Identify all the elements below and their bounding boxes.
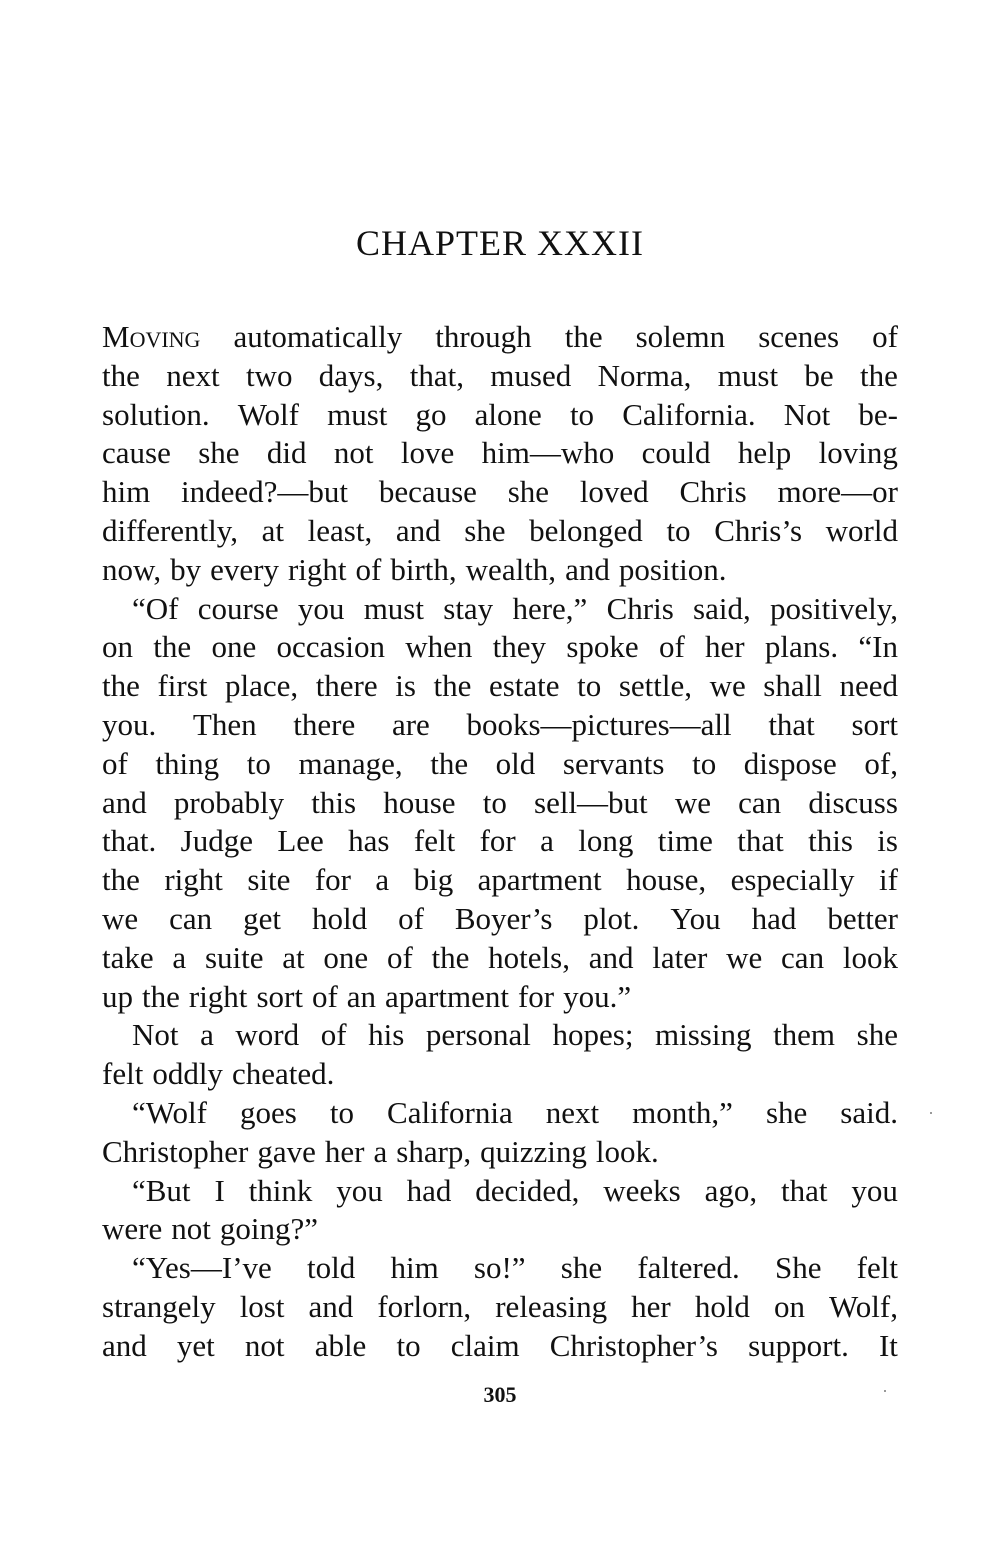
text-line: [102, 1133, 898, 1172]
word: Wolf: [237, 396, 299, 432]
word: of: [658, 629, 685, 665]
word: love: [400, 435, 455, 471]
word: the: [102, 862, 140, 898]
word: because: [378, 474, 477, 510]
word: on: [102, 629, 133, 665]
word: can: [169, 900, 213, 936]
word: the: [433, 668, 472, 704]
word: that.: [102, 823, 157, 859]
word: look.: [595, 1133, 659, 1169]
print-speck: [884, 1390, 886, 1392]
word: you.”: [563, 978, 632, 1014]
word: Judge: [180, 823, 253, 859]
word: the: [860, 357, 898, 393]
text-line: [102, 434, 898, 473]
word: and: [588, 939, 634, 975]
text-line: [102, 939, 898, 978]
word: an: [346, 978, 377, 1014]
word: estate: [488, 668, 560, 704]
word: “In: [858, 629, 898, 665]
word: need: [839, 668, 898, 704]
word: world: [825, 512, 898, 548]
word: of: [102, 745, 128, 781]
word: the: [102, 357, 140, 393]
word: “Yes—I’ve: [132, 1250, 272, 1286]
word: a: [200, 1017, 214, 1053]
word: one: [211, 629, 257, 665]
word: this: [311, 784, 357, 820]
word: look: [842, 939, 898, 975]
word: she: [765, 1094, 808, 1130]
word: hopes;: [552, 1017, 634, 1053]
word: when: [405, 629, 473, 665]
word: loving: [818, 435, 898, 471]
word: Norma,: [597, 357, 692, 393]
word: manage,: [298, 745, 403, 781]
word: mused: [490, 357, 572, 393]
word: we: [726, 939, 763, 975]
word: a: [540, 823, 554, 859]
word: settle,: [618, 668, 692, 704]
word: thing: [155, 745, 220, 781]
word: next: [545, 1094, 600, 1130]
word: hold: [694, 1288, 750, 1324]
word: one: [323, 939, 369, 975]
word: and: [102, 784, 147, 820]
word: must: [327, 396, 388, 432]
word: more—or: [777, 474, 898, 510]
word: Wolf,: [829, 1288, 898, 1324]
text-line: [102, 396, 898, 435]
word: decided,: [475, 1172, 580, 1208]
word: there: [293, 706, 356, 742]
word: loved: [579, 474, 649, 510]
word: differently,: [102, 512, 239, 548]
word: right: [188, 978, 248, 1014]
word: occasion: [276, 629, 385, 665]
word: month,”: [632, 1094, 733, 1130]
word: support.: [748, 1327, 849, 1363]
word: must: [363, 590, 424, 626]
word: especially: [730, 862, 855, 898]
word: of: [386, 939, 413, 975]
word: solution.: [102, 396, 210, 432]
word: first: [157, 668, 208, 704]
word: she: [507, 474, 550, 510]
word: belonged: [529, 512, 643, 548]
word: for: [314, 862, 351, 898]
word: be: [804, 357, 834, 393]
word: I: [214, 1172, 225, 1208]
word: not: [244, 1327, 285, 1363]
word: go: [415, 396, 447, 432]
word: hotels,: [488, 939, 570, 975]
word: get: [243, 900, 281, 936]
word: to: [569, 396, 595, 432]
word: cause: [102, 435, 171, 471]
text-line: [102, 978, 898, 1017]
word: to: [666, 512, 691, 548]
text-line: [102, 628, 898, 667]
word: they: [492, 629, 547, 665]
word: apartment: [385, 978, 509, 1014]
word: sharp,: [396, 1133, 472, 1169]
word: the: [431, 939, 470, 975]
word: Chris: [679, 474, 747, 510]
word: of: [355, 551, 382, 587]
text-line: [102, 1172, 898, 1211]
word: had: [406, 1172, 452, 1208]
word: Lee: [277, 823, 324, 859]
word: and: [395, 512, 441, 548]
word: that,: [409, 357, 464, 393]
word: plans.: [764, 629, 839, 665]
word: now,: [102, 551, 162, 587]
word: the: [102, 668, 140, 704]
page-number: 305: [483, 1382, 517, 1407]
text-line: [102, 590, 898, 629]
word: California: [387, 1094, 513, 1130]
word: him: [102, 474, 151, 510]
word: of: [320, 1017, 347, 1053]
word: Chris: [606, 590, 674, 626]
word: the: [430, 745, 469, 781]
text-line: [102, 1327, 898, 1366]
word: for: [517, 978, 555, 1014]
word: able: [314, 1327, 367, 1363]
text-line: [102, 1016, 898, 1055]
word: on: [773, 1288, 805, 1324]
word: “Wolf: [132, 1094, 207, 1130]
word: indeed?—but: [181, 474, 349, 510]
word: to: [246, 745, 271, 781]
word: time: [657, 823, 713, 859]
word: better: [827, 900, 898, 936]
word: is: [395, 668, 416, 704]
word: cheated.: [231, 1056, 335, 1092]
word: discuss: [808, 784, 898, 820]
text-line: [102, 861, 898, 900]
text-line: [102, 1288, 898, 1327]
text-line: [102, 318, 898, 357]
word: is: [877, 823, 898, 859]
word: to: [692, 745, 717, 781]
word: are: [391, 706, 430, 742]
word: up: [102, 978, 133, 1014]
opening-word: Moving: [102, 319, 201, 354]
word: positively,: [769, 590, 898, 626]
word: It: [878, 1327, 898, 1363]
word: Not: [132, 1017, 179, 1053]
word: automatically: [233, 319, 403, 354]
word: felt: [102, 1056, 144, 1092]
word: the: [153, 629, 192, 665]
word: has: [348, 823, 390, 859]
word: you: [297, 590, 345, 626]
text-line: [102, 900, 898, 939]
word: releasing: [495, 1288, 608, 1324]
word: “Of: [132, 590, 179, 626]
text-line: [102, 473, 898, 512]
word: her: [324, 1133, 365, 1169]
word: ago,: [704, 1172, 758, 1208]
word: claim: [450, 1327, 520, 1363]
word: days,: [318, 357, 384, 393]
word: servants: [562, 745, 665, 781]
word: You: [670, 900, 721, 936]
word: lost: [239, 1288, 285, 1324]
word: California.: [622, 396, 756, 432]
word: if: [878, 862, 898, 898]
word: felt: [856, 1250, 898, 1286]
word: that: [781, 1172, 828, 1208]
word: Boyer’s: [454, 900, 553, 936]
word: her: [631, 1288, 671, 1324]
word: Then: [192, 706, 257, 742]
word: so!”: [473, 1250, 526, 1286]
word: help: [737, 435, 792, 471]
text-line: [102, 1055, 898, 1094]
word: a: [375, 862, 390, 898]
text-line: [102, 706, 898, 745]
word: we: [709, 668, 746, 704]
word: at: [282, 939, 305, 975]
word: she: [856, 1017, 898, 1053]
word: said.: [840, 1094, 898, 1130]
chapter-title: CHAPTER XXXII: [356, 223, 644, 263]
word: alone: [474, 396, 542, 432]
text-line: [102, 822, 898, 861]
word: that: [737, 823, 784, 859]
word: of: [398, 900, 424, 936]
text-line: [102, 357, 898, 396]
word: she: [560, 1250, 603, 1286]
word: oddly: [152, 1056, 223, 1092]
text-line: [102, 551, 898, 590]
word: were: [102, 1211, 163, 1247]
word: to: [396, 1327, 421, 1363]
word: she: [198, 435, 240, 471]
word: word: [235, 1017, 300, 1053]
word: stay: [443, 590, 494, 626]
word: site: [247, 862, 291, 898]
word: to: [482, 784, 507, 820]
word: forlorn,: [377, 1288, 472, 1324]
word: least,: [307, 512, 373, 548]
print-speck: [930, 1112, 932, 1114]
chapter-body: [102, 318, 898, 1366]
word: quizzing: [480, 1133, 587, 1169]
word: scenes: [758, 319, 840, 354]
word: “But: [132, 1172, 191, 1208]
word: long: [578, 823, 634, 859]
word: of: [872, 319, 898, 354]
word: her: [705, 629, 745, 665]
word: suite: [204, 939, 264, 975]
word: think: [248, 1172, 313, 1208]
word: Not: [783, 396, 831, 432]
word: and: [308, 1288, 354, 1324]
word: told: [307, 1250, 356, 1286]
word: you: [851, 1172, 898, 1208]
word: shall: [763, 668, 822, 704]
word: faltered.: [637, 1250, 740, 1286]
word: this: [808, 823, 853, 859]
word: by: [170, 551, 202, 587]
word: sort: [256, 978, 303, 1014]
word: did: [266, 435, 307, 471]
word: you.: [102, 706, 157, 742]
word: him—who: [481, 435, 615, 471]
word: at: [261, 512, 285, 548]
word: sort: [851, 706, 898, 742]
word: through: [435, 319, 532, 354]
word: and: [565, 551, 610, 587]
word: hold: [311, 900, 368, 936]
word: to: [329, 1094, 354, 1130]
text-line: [102, 512, 898, 551]
word: She: [774, 1250, 822, 1286]
word: course: [197, 590, 279, 626]
word: there: [315, 668, 378, 704]
word: a: [373, 1133, 388, 1169]
word: of,: [864, 745, 898, 781]
word: yet: [176, 1327, 215, 1363]
text-line: [102, 1210, 898, 1249]
word: must: [717, 357, 779, 393]
word: take: [102, 939, 154, 975]
text-line: [102, 667, 898, 706]
word: the: [564, 319, 603, 354]
word: position.: [618, 551, 727, 587]
word: not: [171, 1211, 211, 1247]
word: and: [102, 1327, 147, 1363]
word: two: [245, 357, 293, 393]
word: here,”: [512, 590, 588, 626]
word: for: [479, 823, 516, 859]
word: we: [102, 900, 139, 936]
word: solemn: [635, 319, 726, 354]
word: of: [311, 978, 338, 1014]
word: that: [768, 706, 815, 742]
word: can: [738, 784, 782, 820]
word: she: [464, 512, 506, 548]
word: later: [652, 939, 708, 975]
text-line: [102, 1094, 898, 1133]
word: can: [781, 939, 825, 975]
word: strangely: [102, 1288, 216, 1324]
word: dispose: [743, 745, 837, 781]
word: could: [641, 435, 711, 471]
word: Christopher: [102, 1133, 249, 1169]
word: not: [333, 435, 374, 471]
word: Christopher’s: [549, 1327, 718, 1363]
word: spoke: [566, 629, 639, 665]
word: weeks: [603, 1172, 681, 1208]
word: his: [368, 1017, 405, 1053]
word: going?”: [219, 1211, 318, 1247]
word: birth,: [390, 551, 457, 587]
word: to: [577, 668, 602, 704]
word: you: [336, 1172, 383, 1208]
word: be-: [858, 396, 898, 432]
word: plot.: [583, 900, 640, 936]
word: next: [166, 357, 220, 393]
word: them: [773, 1017, 836, 1053]
word: sell—but: [534, 784, 648, 820]
word: apartment: [477, 862, 602, 898]
word: probably: [173, 784, 285, 820]
word: gave: [257, 1133, 316, 1169]
word: books—pictures—all: [466, 706, 732, 742]
word: every: [210, 551, 279, 587]
word: felt: [413, 823, 456, 859]
word: a: [172, 939, 187, 975]
word: we: [674, 784, 711, 820]
word: place,: [224, 668, 299, 704]
word: the: [142, 978, 180, 1014]
word: house: [383, 784, 456, 820]
word: had: [751, 900, 797, 936]
word: old: [495, 745, 536, 781]
word: right: [164, 862, 223, 898]
word: said,: [693, 590, 751, 626]
word: Chris’s: [714, 512, 803, 548]
text-line: [102, 745, 898, 784]
word: wealth,: [465, 551, 557, 587]
word: missing: [655, 1017, 752, 1053]
word: him: [390, 1250, 439, 1286]
text-line: [102, 1249, 898, 1288]
word: goes: [240, 1094, 297, 1130]
word: big: [413, 862, 454, 898]
word: personal: [425, 1017, 531, 1053]
word: right: [287, 551, 347, 587]
word: house,: [626, 862, 707, 898]
text-line: [102, 784, 898, 823]
